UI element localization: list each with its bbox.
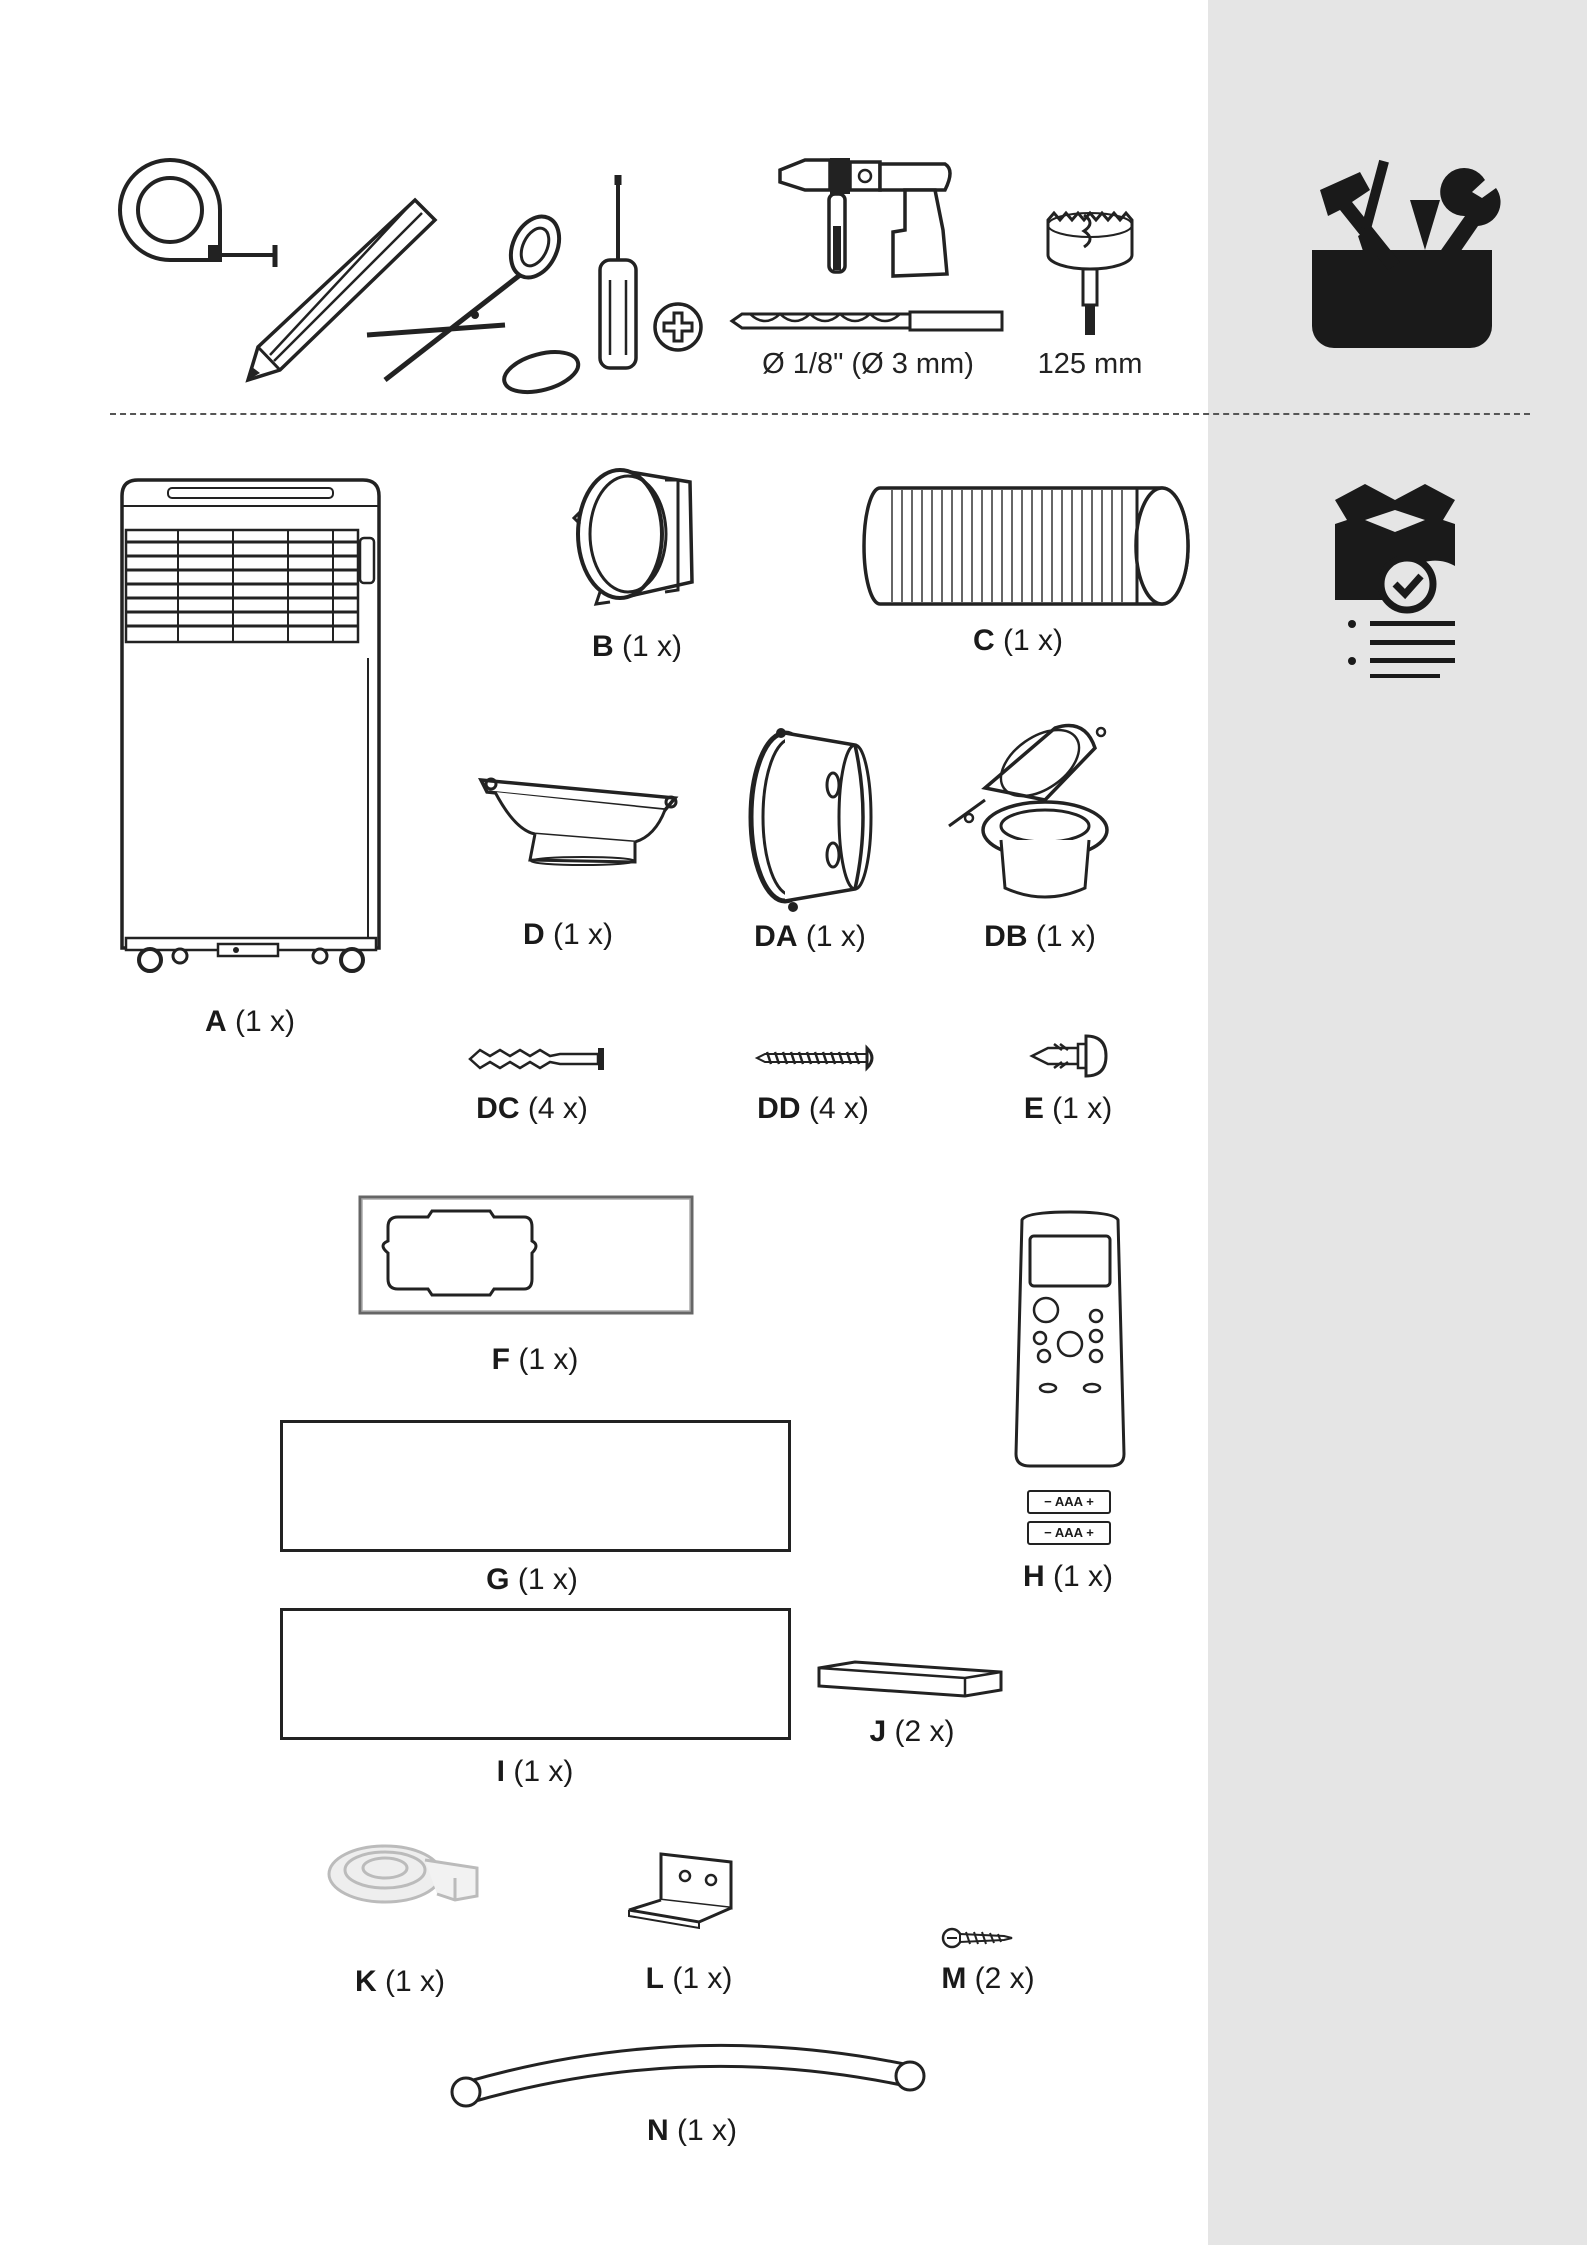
drill-bit-icon (730, 306, 1005, 336)
part-j-bar (815, 1660, 1005, 1700)
section-divider (110, 413, 1530, 415)
part-k-foam-tape (325, 1838, 485, 1918)
part-b-window-adapter (570, 462, 705, 607)
drill-bit-size-label: Ø 1/8" (Ø 3 mm) (762, 348, 974, 380)
part-a-label: A (1 x) (204, 1005, 296, 1038)
part-i-window-panel (280, 1608, 791, 1740)
part-n-label: N (1 x) (646, 2114, 738, 2147)
part-dd-screw (755, 1046, 880, 1070)
part-da-label: DA (1 x) (754, 920, 866, 953)
toolbox-icon (1300, 150, 1500, 350)
part-f-sealing-plate (358, 1195, 694, 1315)
drill-icon (775, 150, 1005, 290)
part-i-label: I (1 x) (496, 1755, 574, 1788)
screwdriver-icon (590, 175, 710, 375)
part-dd-label: DD (4 x) (757, 1092, 869, 1125)
part-c-exhaust-hose (862, 484, 1192, 609)
part-a-air-conditioner (118, 478, 383, 973)
part-h-remote-control (1012, 1210, 1128, 1470)
battery-2-icon: − AAA + (1027, 1521, 1111, 1545)
part-e-label: E (1 x) (1023, 1092, 1113, 1125)
part-c-label: C (1 x) (972, 624, 1064, 657)
scissors-icon (365, 205, 615, 385)
part-g-label: G (1 x) (486, 1563, 578, 1596)
package-checklist-icon (1315, 480, 1475, 680)
part-e-push-clip (1028, 1032, 1108, 1080)
part-k-label: K (1 x) (354, 1965, 446, 1998)
part-d-slider-adapter (475, 770, 685, 865)
part-h-label: H (1 x) (1022, 1560, 1114, 1593)
part-m-label: M (2 x) (941, 1962, 1035, 1995)
part-f-label: F (1 x) (491, 1343, 579, 1376)
part-j-label: J (2 x) (869, 1715, 955, 1748)
part-d-label: D (1 x) (522, 918, 614, 951)
part-m-screw (940, 1926, 1015, 1950)
part-l-bracket (625, 1850, 745, 1930)
part-db-label: DB (1 x) (984, 920, 1096, 953)
part-g-window-panel (280, 1420, 791, 1552)
part-l-label: L (1 x) (645, 1962, 733, 1995)
part-n-drain-hose (448, 2030, 932, 2110)
battery-1-icon: − AAA + (1027, 1490, 1111, 1514)
part-dc-label: DC (4 x) (476, 1092, 588, 1125)
part-db-wall-flange (945, 718, 1110, 908)
part-da-coupling (745, 725, 880, 915)
part-dc-wall-plug (468, 1046, 608, 1072)
part-b-label: B (1 x) (591, 630, 683, 663)
hole-saw-size-label: 125 mm (1037, 348, 1143, 380)
hole-saw-icon (1040, 205, 1140, 340)
